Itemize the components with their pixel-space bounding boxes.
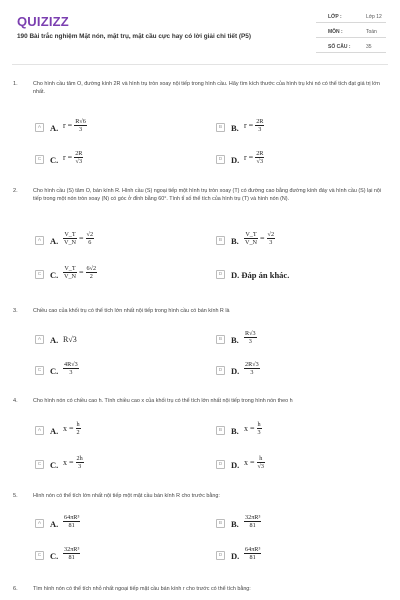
formula-fraction [255,150,264,165]
option-c[interactable] [35,265,185,285]
option-label: B. [231,236,239,246]
fraction-numerator: √2 [86,231,94,238]
formula-fraction [63,546,80,561]
question-number: 5. [13,493,18,499]
option-formula [63,455,84,470]
option-formula [244,150,264,165]
option-label: A. [50,519,59,529]
fraction-numerator: 2h [76,455,83,462]
option-d[interactable] [216,455,366,475]
option-label: D. [231,155,240,165]
option-letter-box[interactable]: B [216,123,225,132]
option-letter-box[interactable]: B [216,335,225,344]
formula-fraction [76,455,84,470]
question-number: 1. [13,81,18,87]
option-letter-box[interactable]: C [35,460,44,469]
document-title: 190 Bài trắc nghiệm Mặt nón, mặt trụ, mặt cầu cực hay có lời giải chi tiết (P5) [17,33,251,40]
option-letter-box[interactable]: D [216,155,225,164]
fraction-numerator: 4R√3 [64,361,78,368]
option-letter-box[interactable]: A [35,426,44,435]
option-formula [63,546,80,561]
fraction-numerator: R√3 [245,330,256,337]
formula-fraction [86,231,95,246]
option-label: B. [231,519,239,529]
option-d[interactable] [216,361,366,381]
option-letter-box[interactable]: D [216,270,225,279]
option-formula: R√3 [63,335,77,344]
option-formula [63,231,94,246]
fraction-numerator: h [257,421,261,428]
formula-fraction [86,265,98,280]
option-b[interactable] [216,421,366,441]
option-label: B. [231,335,239,345]
document-header [0,0,400,64]
question-text: Hình nón có thể tích lớn nhất nội tiếp một mặt cầu bán kính R cho trước bằng: [33,493,220,499]
formula-fraction [244,514,261,529]
option-letter-box[interactable]: B [216,236,225,245]
option-formula [244,514,261,529]
question-text: Cho hình cầu (S) tâm O, bán kính R. Hình cầu (S) ngoại tiếp một hình trụ tròn xoay (T) có đường cao bằng đường kính đáy và hình cầu (S) lại nội tiếp trong một nón tròn xoay (N) có góc ở đỉnh bằng 60°. Tính tỉ số thể tích của hình trụ (T) và hình nón (N). [33,188,382,203]
formula-lhs: r = [63,121,73,130]
option-letter-box[interactable]: A [35,335,44,344]
option-formula [244,421,262,436]
option-d[interactable] [216,546,366,566]
option-letter-box[interactable]: A [35,519,44,528]
option-formula [63,421,81,436]
option-formula [63,118,87,133]
option-label: C. [50,270,59,280]
fraction-denominator: 3 [257,429,261,436]
fraction-numerator: 2R [75,150,83,157]
option-c[interactable] [35,455,185,475]
option-letter-box[interactable]: A [35,236,44,245]
fraction-denominator: 81 [249,522,256,529]
option-label: D. [231,551,240,561]
option-c[interactable] [35,546,185,566]
option-label: A. [50,236,59,246]
question-text: Cho hình cầu tâm O, đường kính 2R và hình trụ tròn xoay nội tiếp trong hình cầu. Hãy tìm kích thước của hình trụ khi nó có thể tích đạt giá trị lớn nhất. [33,81,380,96]
fraction-denominator: √3 [257,463,265,470]
option-formula [63,150,83,165]
option-a[interactable] [35,118,185,138]
option-formula [244,546,261,561]
option-letter-box[interactable]: C [35,366,44,375]
question-text: Tìm hình nón có thể tích nhỏ nhất ngoại tiếp mặt cầu bán kính r cho trước có thể tích bằng: [33,586,251,592]
option-letter-box[interactable]: C [35,270,44,279]
option-formula [244,231,275,246]
option-letter-box[interactable]: D [216,460,225,469]
fraction-denominator: 3 [78,463,82,470]
fraction-denominator: 2 [76,429,80,436]
option-formula [244,118,264,133]
fraction-denominator: 81 [249,554,256,561]
formula-lhs: x = [63,458,74,467]
option-b[interactable] [216,330,366,350]
fraction-denominator: 3 [78,126,83,133]
option-letter-box[interactable]: B [216,426,225,435]
question-number: 2. [13,188,18,194]
quizizz-logo: QUIZIZZ [17,14,69,29]
option-formula [63,265,97,280]
option-c[interactable] [35,361,185,381]
option-label: A. [50,335,59,345]
option-formula [244,455,265,470]
question-text: Chiều cao của khối trụ có thể tích lớn nhất nội tiếp trong hình cầu có bán kính R là [33,308,230,314]
fraction-denominator: V_N [64,239,77,246]
question-number: 6. [13,586,18,592]
fraction-denominator: 81 [68,554,75,561]
formula-fraction [244,330,257,345]
meta-row-class [316,12,386,23]
meta-value: Toán [366,29,377,35]
meta-key: SỐ CÂU : [328,44,351,50]
option-label: D. [231,460,240,470]
option-label: C. [50,155,59,165]
equals-sign: = [79,268,84,277]
fraction-numerator: 64πR³ [64,514,80,521]
formula-fraction [267,231,276,246]
option-label: C. [50,366,59,376]
formula-fraction [257,455,266,470]
formula-lhs: x = [63,424,74,433]
fraction-numerator: 64πR³ [245,546,261,553]
option-formula [244,330,257,345]
fraction-denominator: 2 [89,273,93,280]
meta-value: 35 [366,44,372,50]
formula-fraction [244,546,261,561]
option-letter-box[interactable]: B [216,519,225,528]
fraction-denominator: V_N [64,273,77,280]
question-number: 3. [13,308,18,314]
meta-key: LỚP : [328,14,342,20]
option-label: D. Đáp án khác. [231,270,290,280]
fraction-numerator: 32πR³ [64,546,80,553]
formula-lhs: x = [244,424,255,433]
formula-lhs: r = [244,121,254,130]
formula-lhs-fraction [63,265,77,280]
option-letter-box[interactable]: D [216,366,225,375]
fraction-numerator: V_T [64,231,76,238]
fraction-denominator: 3 [248,338,252,345]
option-d[interactable] [216,265,366,285]
formula-lhs: x = [244,458,255,467]
fraction-numerator: 2R√3 [245,361,259,368]
option-b[interactable] [216,231,366,251]
option-label: A. [50,426,59,436]
fraction-denominator: 6 [88,239,92,246]
option-a[interactable] [35,231,185,251]
fraction-numerator: 2R [256,118,264,125]
option-a[interactable] [35,421,185,441]
formula-fraction [244,361,260,376]
meta-value: Lớp 12 [366,14,382,20]
option-label: C. [50,551,59,561]
question-text: Cho hình nón có chiều cao h. Tính chiều cao x của khối trụ có thể tích lớn nhất nội tiếp trong hình nón theo h [33,398,293,404]
formula-fraction [63,514,80,529]
fraction-numerator: V_T [64,265,76,272]
option-letter-box[interactable]: D [216,551,225,560]
option-formula [63,361,79,376]
fraction-denominator: 3 [269,239,273,246]
formula-fraction [63,361,79,376]
formula-lhs: r = [244,153,254,162]
fraction-denominator: 3 [250,369,254,376]
fraction-denominator: 3 [258,126,262,133]
equals-sign: = [260,234,265,243]
option-a[interactable] [35,330,185,350]
fraction-numerator: √2 [267,231,275,238]
formula-fraction [76,421,81,436]
fraction-numerator: R√6 [75,118,86,125]
fraction-numerator: 32πR³ [245,514,261,521]
fraction-denominator: 3 [69,369,73,376]
option-formula [244,361,260,376]
option-label: B. [231,426,239,436]
meta-row-subject [316,27,386,38]
formula-fraction [74,118,87,133]
formula-fraction [257,421,262,436]
fraction-denominator: √3 [256,158,264,165]
question-number: 4. [13,398,18,404]
meta-key: MÔN : [328,29,343,35]
option-label: A. [50,123,59,133]
fraction-numerator: h [76,421,80,428]
fraction-denominator: 81 [68,522,75,529]
fraction-numerator: 6√2 [86,265,97,272]
option-letter-box[interactable]: C [35,155,44,164]
fraction-numerator: h [257,455,266,463]
fraction-denominator: √3 [75,158,83,165]
option-a[interactable] [35,514,185,534]
fraction-denominator: V_N [245,239,258,246]
option-label: D. [231,366,240,376]
option-d[interactable] [216,150,366,170]
option-letter-box[interactable]: A [35,123,44,132]
option-letter-box[interactable]: C [35,551,44,560]
fraction-numerator: V_T [245,231,257,238]
meta-row-count [316,42,386,53]
option-c[interactable] [35,150,185,170]
formula-fraction [74,150,83,165]
option-label: C. [50,460,59,470]
option-formula [63,514,80,529]
formula-fraction [255,118,264,133]
fraction-numerator: 2R [256,150,264,157]
header-divider [12,64,388,65]
option-b[interactable] [216,514,366,534]
formula-lhs-fraction [244,231,258,246]
equals-sign: = [79,234,84,243]
formula-lhs-fraction [63,231,77,246]
formula-lhs: r = [63,153,73,162]
option-label: B. [231,123,239,133]
option-b[interactable] [216,118,366,138]
